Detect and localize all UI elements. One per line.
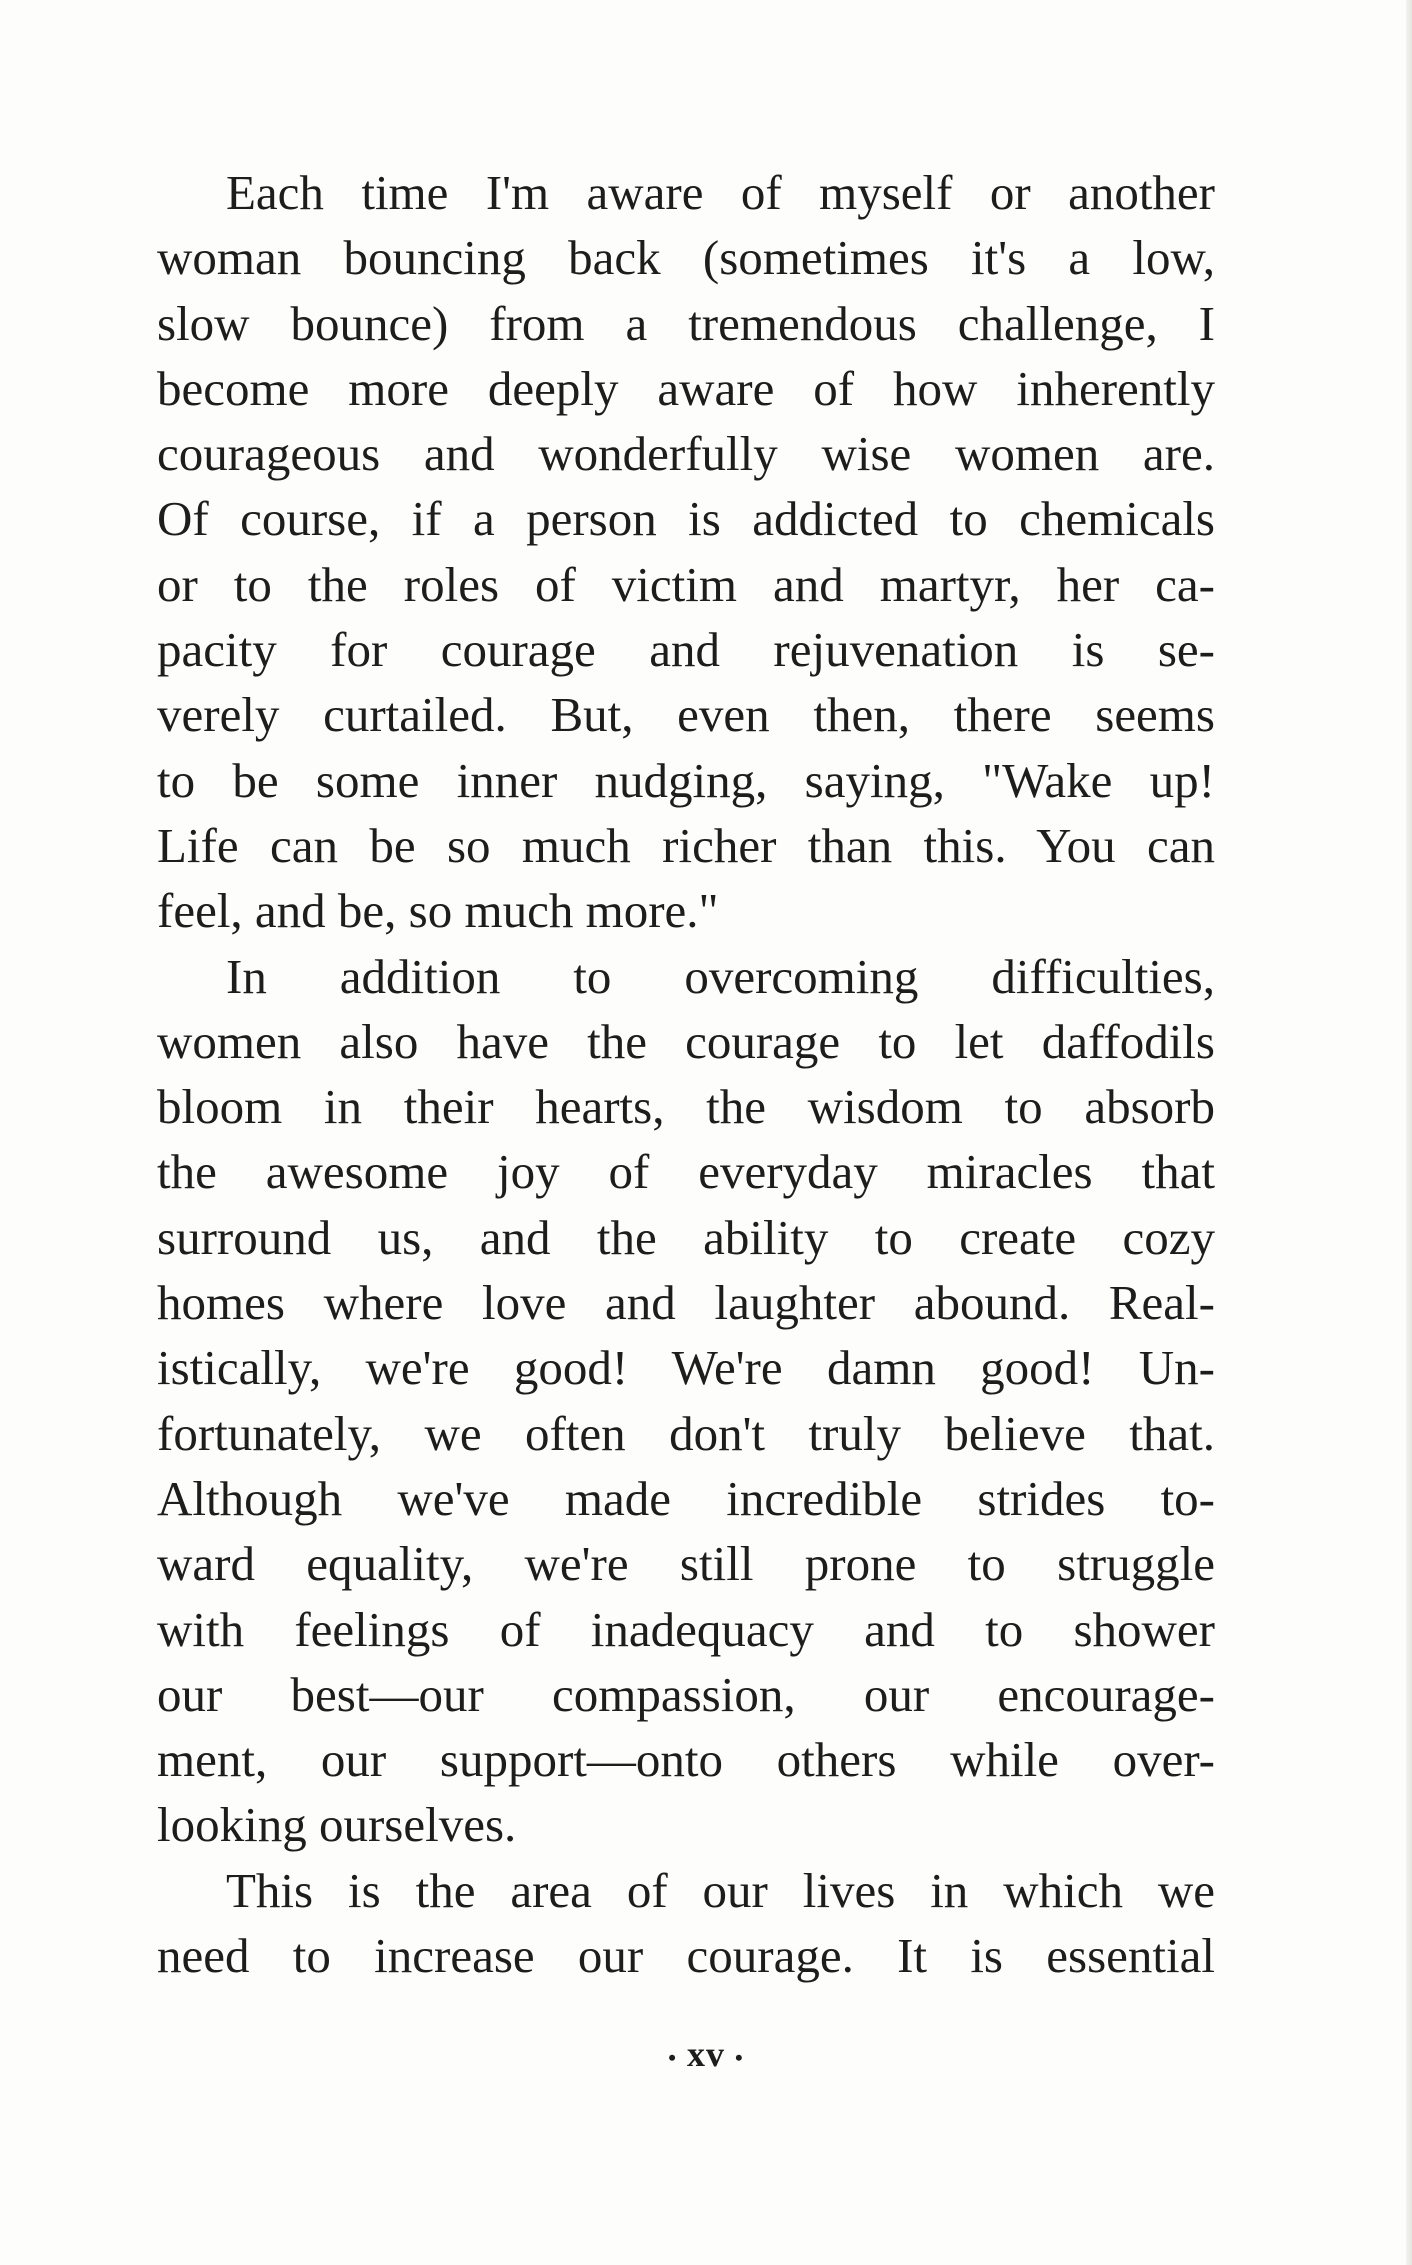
ornament-dot-right: • <box>735 2044 744 2070</box>
page-edge <box>1406 0 1412 2265</box>
text-line: the awesome joy of everyday miracles that <box>157 1144 1215 1200</box>
text-line: Of course, if a person is addicted to chemicals <box>157 491 1215 547</box>
text-line: women also have the courage to let daffodils <box>157 1013 1215 1069</box>
text-line: ward equality, we're still prone to struggle <box>157 1536 1215 1592</box>
text-line: become more deeply aware of how inherently <box>157 360 1215 416</box>
text-line: slow bounce) from a tremendous challenge, I <box>157 295 1215 351</box>
text-line: bloom in their hearts, the wisdom to absorb <box>157 1079 1215 1135</box>
text-line: with feelings of inadequacy and to shower <box>157 1601 1215 1657</box>
text-line: our best—our compassion, our encourage- <box>157 1666 1215 1722</box>
text-line: istically, we're good! We're damn good! Un- <box>157 1340 1215 1396</box>
text-line: verely curtailed. But, even then, there seems <box>157 687 1215 743</box>
paragraph-1 <box>157 160 1215 944</box>
text-line: homes where love and laughter abound. Real- <box>157 1275 1215 1331</box>
paragraph-2 <box>157 944 1215 1858</box>
text-line: Life can be so much richer than this. You can <box>157 817 1215 873</box>
body-text <box>157 160 1215 1988</box>
text-line: surround us, and the ability to create cozy <box>157 1209 1215 1265</box>
text-line: pacity for courage and rejuvenation is se- <box>157 622 1215 678</box>
text-line: Each time I'm aware of myself or another <box>226 165 1215 220</box>
text-line: woman bouncing back (sometimes it's a low, <box>157 230 1215 286</box>
ornament-dot-left: • <box>668 2044 677 2070</box>
text-line: ment, our support—onto others while over- <box>157 1732 1215 1788</box>
text-line: Although we've made incredible strides to- <box>157 1470 1215 1526</box>
text-line: or to the roles of victim and martyr, her ca- <box>157 556 1215 612</box>
paragraph-3 <box>157 1858 1215 1989</box>
page-number <box>0 2033 1412 2075</box>
text-line: feel, and be, so much more." <box>157 883 719 939</box>
text-line: need to increase our courage. It is essential <box>157 1928 1215 1984</box>
text-line: courageous and wonderfully wise women are. <box>157 426 1215 482</box>
text-line: looking ourselves. <box>157 1797 517 1853</box>
text-line: to be some inner nudging, saying, "Wake up! <box>157 752 1215 808</box>
page-number-text: xv <box>687 2034 725 2074</box>
text-line: fortunately, we often don't truly believe that. <box>157 1405 1215 1461</box>
text-line: In addition to overcoming difficulties, <box>226 948 1215 1004</box>
text-line: This is the area of our lives in which we <box>226 1862 1215 1918</box>
